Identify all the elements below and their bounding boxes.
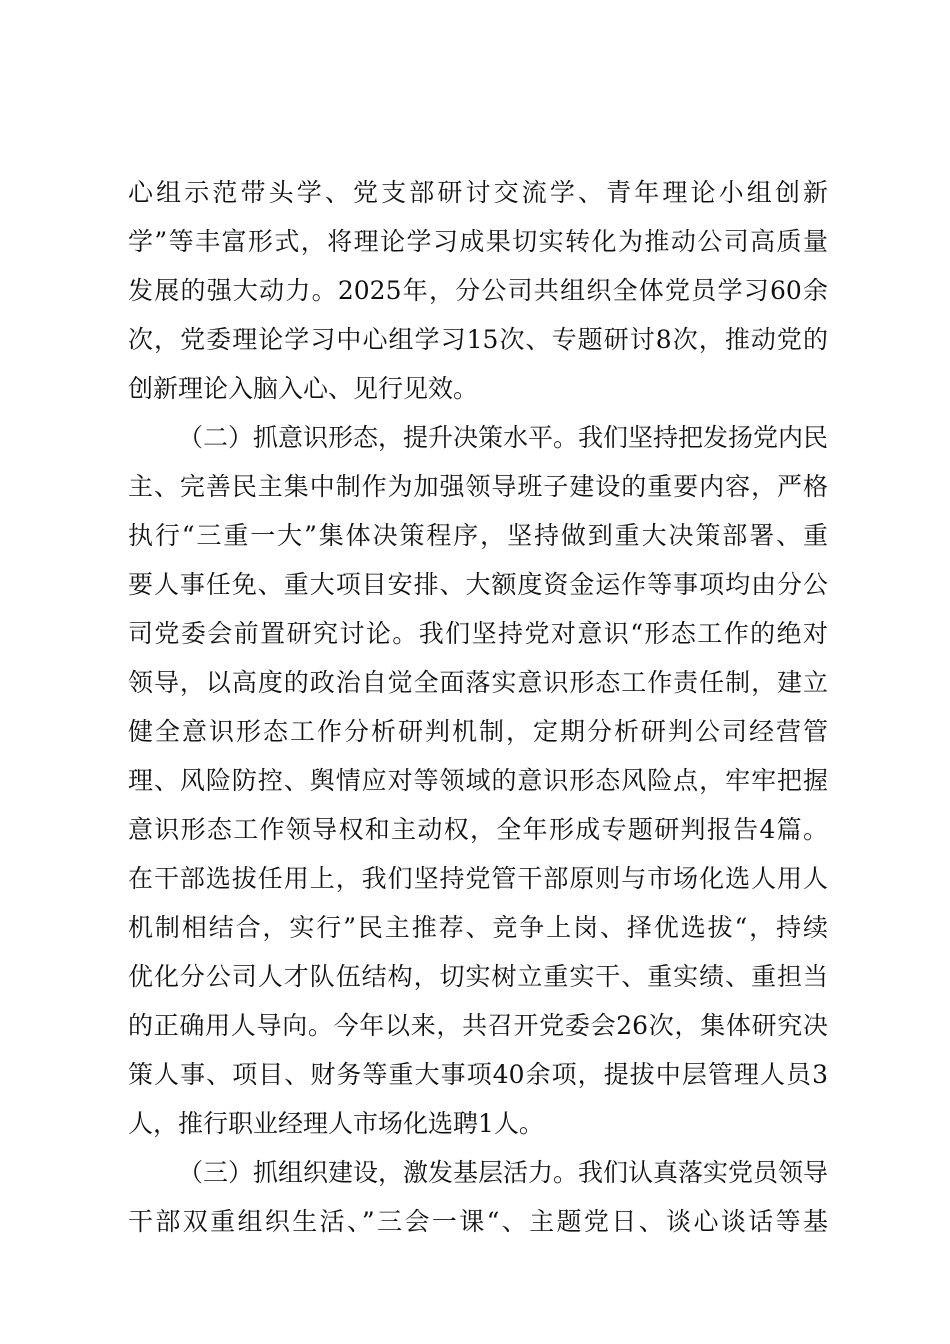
text-line: 次，党委理论学习中心组学习15次、专题研讨8次，推动党的 [128, 325, 828, 354]
text-line: 学”等丰富形式，将理论学习成果切实转化为推动公司高质量 [128, 227, 828, 256]
text-line: 执行“三重一大”集体决策程序，坚持做到重大决策部署、重 [128, 521, 828, 550]
text-line: 创新理论入脑入心、见行见效。 [128, 374, 479, 403]
section-heading-line: （二）抓意识形态，提升决策水平。我们坚持把发扬党内民 [178, 423, 828, 452]
text-line: 策人事、项目、财务等重大事项40余项，提拔中层管理人员3 [128, 1060, 828, 1089]
text-line: 司党委会前置研究讨论。我们坚持党对意识“形态工作的绝对 [128, 619, 828, 648]
text-line: 意识形态工作领导权和主动权，全年形成专题研判报告4篇。 [128, 815, 828, 844]
text-line: 优化分公司人才队伍结构，切实树立重实干、重实绩、重担当 [128, 962, 828, 991]
text-line: 理、风险防控、舆情应对等领域的意识形态风险点，牢牢把握 [128, 766, 828, 795]
text-line: 发展的强大动力。2025年，分公司共组织全体党员学习60余 [128, 276, 828, 305]
text-line: 领导，以高度的政治自觉全面落实意识形态工作责任制，建立 [128, 668, 828, 697]
text-line: 人，推行职业经理人市场化选聘1人。 [128, 1109, 544, 1138]
section-heading-line: （三）抓组织建设，激发基层活力。我们认真落实党员领导 [178, 1158, 828, 1187]
text-line: 心组示范带头学、党支部研讨交流学、青年理论小组创新 [128, 178, 828, 207]
text-line: 在干部选拔任用上，我们坚持党管干部原则与市场化选人用人 [128, 864, 828, 893]
text-line: 健全意识形态工作分析研判机制，定期分析研判公司经营管 [128, 717, 828, 746]
text-line: 干部双重组织生活、”三会一课“、主题党日、谈心谈话等基 [128, 1207, 828, 1236]
text-line: 机制相结合，实行”民主推荐、竞争上岗、择优选拔“，持续 [128, 913, 828, 942]
text-line: 的正确用人导向。今年以来，共召开党委会26次，集体研究决 [128, 1011, 828, 1040]
text-line: 要人事任免、重大项目安排、大额度资金运作等事项均由分公 [128, 570, 828, 599]
text-line: 主、完善民主集中制作为加强领导班子建设的重要内容，严格 [128, 472, 828, 501]
